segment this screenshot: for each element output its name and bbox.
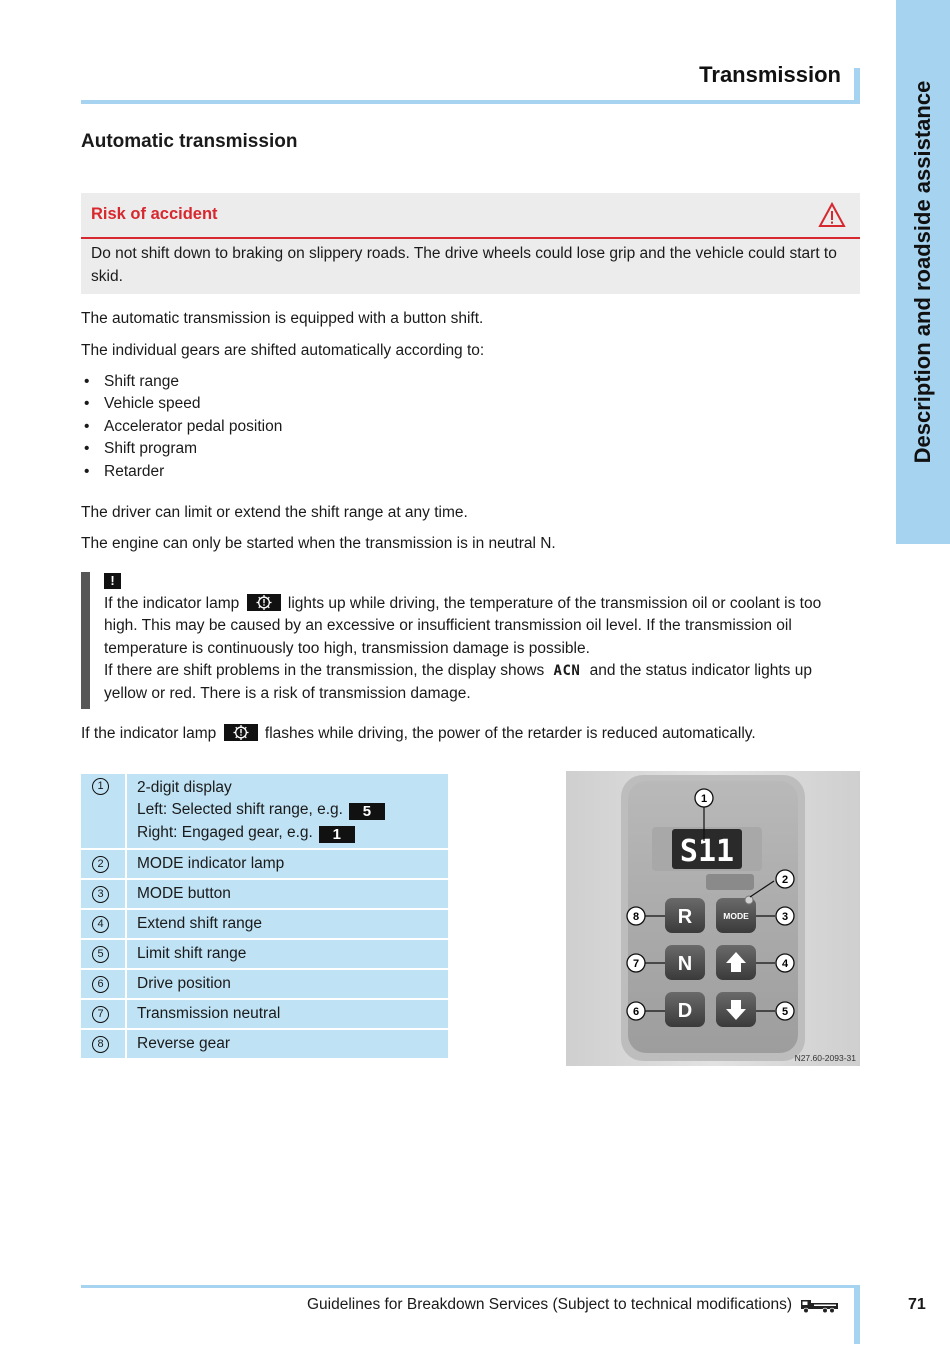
warning-triangle-icon	[818, 202, 846, 233]
svg-text:5: 5	[781, 1006, 789, 1018]
list-item: • Shift range	[81, 371, 282, 393]
warning-text: Do not shift down to braking on slippery roads. The drive wheels could lose grip and the vehicle could start to skid.	[91, 245, 837, 285]
legend-table	[81, 774, 448, 1060]
extend-shift-range-button[interactable]	[716, 945, 756, 980]
svg-text:4: 4	[781, 958, 789, 970]
callout-8	[627, 907, 645, 925]
legend-text: Left: Selected shift range, e.g.	[137, 801, 343, 819]
callout-number: 2	[92, 856, 109, 873]
legend-number-cell	[81, 849, 126, 879]
legend-number-cell	[81, 969, 126, 999]
legend-number-cell	[81, 774, 126, 849]
mode-lamp-dot	[745, 896, 753, 904]
callout-number: 6	[92, 976, 109, 993]
callout-number: 3	[92, 886, 109, 903]
callout-2	[776, 870, 794, 888]
legend-number-cell	[81, 999, 126, 1029]
note-text	[104, 593, 856, 705]
legend-text: Transmission neutral	[126, 999, 448, 1029]
legend-text: Limit shift range	[126, 939, 448, 969]
callout-number: 7	[92, 1006, 109, 1023]
engaged-gear-chip: 1	[319, 826, 355, 843]
table-row	[81, 909, 448, 939]
callout-7	[627, 954, 645, 972]
svg-text:3: 3	[781, 911, 789, 923]
legend-text: Reverse gear	[126, 1029, 448, 1059]
callout-number: 1	[92, 778, 109, 795]
callout-5	[776, 1002, 794, 1020]
callout-number: 5	[92, 946, 109, 963]
callout-1	[695, 789, 713, 807]
note-exclamation-icon: !	[104, 573, 121, 589]
shift-range-chip: 5	[349, 803, 385, 820]
page-number: 71	[908, 1296, 926, 1313]
svg-text:6: 6	[632, 1006, 640, 1018]
svg-text:1: 1	[700, 793, 708, 805]
retarder-line-start: If the indicator lamp	[81, 725, 217, 742]
display-digits: S11	[679, 834, 735, 869]
transmission-lamp-icon	[224, 724, 258, 741]
header-rule	[81, 100, 860, 104]
table-row	[81, 879, 448, 909]
legend-number-cell	[81, 939, 126, 969]
section-title: Automatic transmission	[81, 131, 298, 152]
drive-button[interactable]	[665, 992, 705, 1027]
svg-text:2: 2	[781, 874, 789, 886]
gear-selector-figure	[566, 771, 860, 1066]
list-item: • Accelerator pedal position	[81, 416, 282, 438]
note-line2-start: If there are shift problems in the transmission, the display shows	[104, 662, 545, 680]
paragraph-shift-range: The driver can limit or extend the shift range at any time.	[81, 504, 468, 521]
header-accent-bar	[854, 68, 860, 104]
reverse-button[interactable]	[665, 898, 705, 933]
neutral-button-label: N	[677, 953, 693, 975]
warning-box	[81, 193, 860, 294]
legend-number-cell	[81, 1029, 126, 1059]
neutral-button[interactable]	[665, 945, 705, 980]
legend-text: 2-digit display	[137, 779, 232, 796]
warning-title: Risk of accident	[91, 205, 218, 223]
legend-text: Extend shift range	[126, 909, 448, 939]
svg-text:8: 8	[632, 911, 640, 923]
side-tab-label: Description and roadside assistance	[910, 80, 935, 464]
page-title: Transmission	[699, 62, 841, 87]
legend-text: Right: Engaged gear, e.g.	[137, 823, 313, 841]
footer-accent-bar	[854, 1285, 860, 1344]
mode-button-label: MODE	[723, 911, 749, 921]
note-line1-end: lights up while driving, the temperature of the transmission oil or coolant is too high. This may be caused by an excessive or insufficient transmission oil level. If the transmission oil temperature is continuously too high, transmission damage is possible.	[104, 595, 822, 657]
table-row	[81, 849, 448, 879]
list-item: • Shift program	[81, 438, 282, 460]
callout-3	[776, 907, 794, 925]
note-line1-start: If the indicator lamp	[104, 595, 240, 612]
paragraph-button-shift: The automatic transmission is equipped with a button shift.	[81, 310, 484, 327]
paragraph-engine-start: The engine can only be started when the transmission is in neutral N.	[81, 535, 556, 552]
drive-button-label: D	[677, 1000, 693, 1022]
panel-body	[628, 781, 798, 1053]
legend-text: MODE button	[126, 879, 448, 909]
list-item: • Vehicle speed	[81, 393, 282, 415]
table-row	[81, 774, 448, 849]
acn-code: ACN	[553, 663, 581, 680]
warning-divider	[81, 237, 860, 239]
retarder-line-end: flashes while driving, the power of the retarder is reduced automatically.	[264, 725, 756, 742]
table-row	[81, 999, 448, 1029]
transmission-lamp-icon	[247, 594, 281, 611]
footer-rule	[81, 1285, 860, 1288]
limit-shift-range-button[interactable]	[716, 992, 756, 1027]
footer-text: Guidelines for Breakdown Services (Subject to technical modifications)	[306, 1296, 792, 1313]
legend-text: MODE indicator lamp	[126, 849, 448, 879]
note-bar	[81, 572, 90, 709]
legend-number-cell	[81, 909, 126, 939]
bullet-list	[81, 371, 282, 483]
reverse-button-label: R	[677, 906, 693, 928]
figure-code: N27.60-2093-31	[794, 1053, 856, 1063]
callout-6	[627, 1002, 645, 1020]
note-line2-end: and the status indicator lights up yellow or red. There is a risk of transmission damage.	[104, 662, 812, 702]
callout-number: 4	[92, 916, 109, 933]
side-tab	[896, 0, 950, 544]
table-row	[81, 939, 448, 969]
mode-indicator-lamp	[706, 874, 754, 890]
legend-number-cell	[81, 879, 126, 909]
truck-icon	[800, 1298, 840, 1319]
callout-4	[776, 954, 794, 972]
callout-number: 8	[92, 1036, 109, 1053]
table-row	[81, 1029, 448, 1059]
svg-text:7: 7	[632, 958, 640, 970]
table-row	[81, 969, 448, 999]
legend-text: Drive position	[126, 969, 448, 999]
list-item: • Retarder	[81, 461, 282, 483]
paragraph-gears-intro: The individual gears are shifted automatically according to:	[81, 342, 485, 359]
legend-description-cell	[126, 774, 448, 849]
paragraph-retarder	[81, 723, 756, 745]
